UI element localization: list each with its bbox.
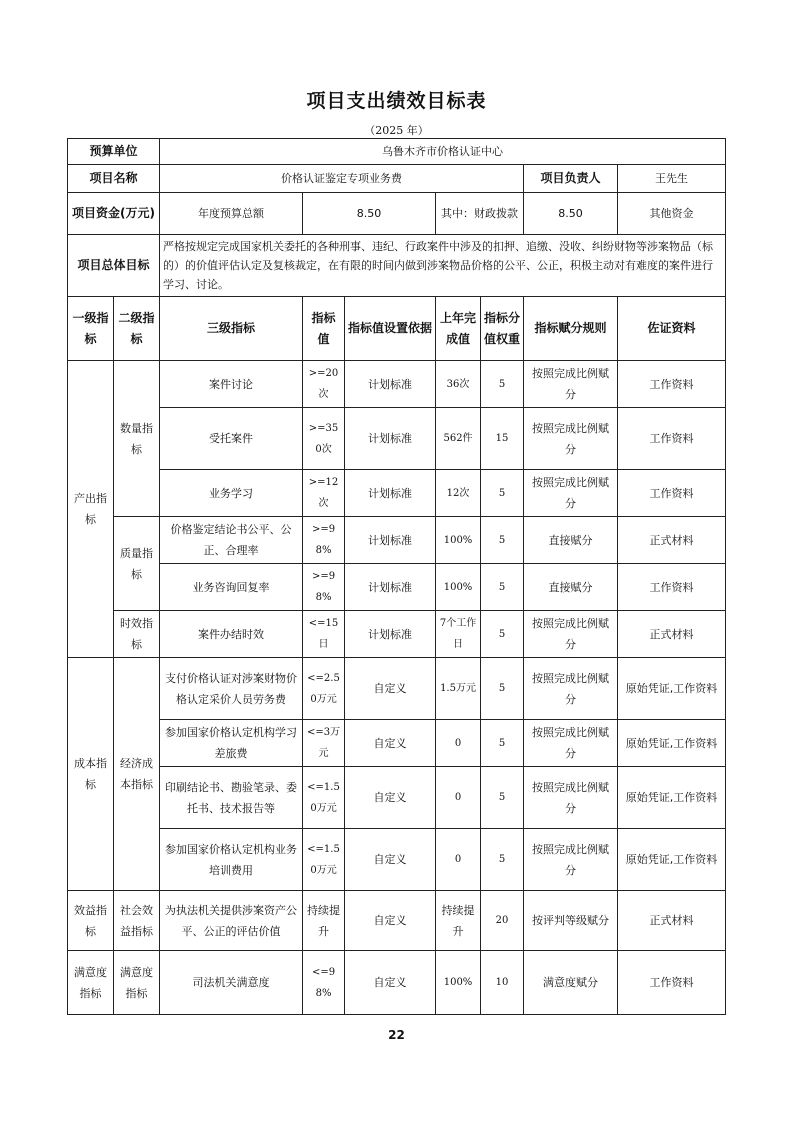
- indicator-last: 36次: [436, 361, 481, 408]
- indicator-weight: 5: [481, 470, 524, 517]
- indicator-rule: 按照完成比例赋分: [524, 658, 618, 720]
- indicator-basis: 自定义: [345, 658, 436, 720]
- header-weight: 指标分值权重: [481, 297, 524, 361]
- indicator-basis: 计划标准: [345, 517, 436, 564]
- indicator-name: 印刷结论书、勘验笔录、委托书、技术报告等: [160, 767, 303, 829]
- indicator-name: 业务学习: [160, 470, 303, 517]
- indicator-evidence: 正式材料: [618, 891, 726, 951]
- indicator-rule: 按照完成比例赋分: [524, 767, 618, 829]
- indicator-weight: 5: [481, 611, 524, 658]
- indicator-name: 支付价格认证对涉案财物价格认定采价人员劳务费: [160, 658, 303, 720]
- indicator-evidence: 工作资料: [618, 951, 726, 1015]
- annual-total-value: 8.50: [303, 193, 436, 235]
- indicator-rule: 按照完成比例赋分: [524, 829, 618, 891]
- indicator-weight: 5: [481, 720, 524, 767]
- indicator-weight: 5: [481, 829, 524, 891]
- project-name-label: 项目名称: [68, 165, 160, 193]
- indicator-weight: 5: [481, 658, 524, 720]
- indicator-basis: 计划标准: [345, 564, 436, 611]
- indicator-last: 0: [436, 829, 481, 891]
- budget-unit-value: 乌鲁木齐市价格认证中心: [160, 139, 726, 165]
- indicator-value: <=15日: [303, 611, 345, 658]
- indicator-evidence: 工作资料: [618, 361, 726, 408]
- indicator-last: 0: [436, 720, 481, 767]
- indicator-value: >=12次: [303, 470, 345, 517]
- header-last-year: 上年完成值: [436, 297, 481, 361]
- indicator-name: 为执法机关提供涉案资产公平、公正的评估价值: [160, 891, 303, 951]
- funds-label: 项目资金(万元): [68, 193, 160, 235]
- group-economic-cost: 经济成本指标: [114, 658, 160, 891]
- fiscal-label: 其中：财政拨款: [436, 193, 524, 235]
- owner-label: 项目负责人: [524, 165, 618, 193]
- indicator-last: 12次: [436, 470, 481, 517]
- indicator-evidence: 原始凭证,工作资料: [618, 658, 726, 720]
- indicator-basis: 计划标准: [345, 611, 436, 658]
- other-funds-label: 其他资金: [618, 193, 726, 235]
- header-level1: 一级指标: [68, 297, 114, 361]
- group-timeliness: 时效指标: [114, 611, 160, 658]
- indicator-value: >=20次: [303, 361, 345, 408]
- indicator-basis: 计划标准: [345, 361, 436, 408]
- indicator-basis: 自定义: [345, 951, 436, 1015]
- indicator-basis: 自定义: [345, 720, 436, 767]
- header-level3: 三级指标: [160, 297, 303, 361]
- project-name-value: 价格认证鉴定专项业务费: [160, 165, 524, 193]
- indicator-value: <=3万元: [303, 720, 345, 767]
- indicator-weight: 20: [481, 891, 524, 951]
- indicator-value: >=98%: [303, 564, 345, 611]
- goal-text: 严格按规定完成国家机关委托的各种刑事、违纪、行政案件中涉及的扣押、追缴、没收、纠纷财物等涉案物品（标的）的价值评估认定及复核裁定，在有限的时间内做到涉案物品价格的公平、公正，积极主动对有难度的案件进行学习、讨论。: [160, 235, 726, 297]
- group-benefit: 效益指标: [68, 891, 114, 951]
- indicator-value: 持续提升: [303, 891, 345, 951]
- indicator-value: <=98%: [303, 951, 345, 1015]
- header-level2: 二级指标: [114, 297, 160, 361]
- indicator-basis: 计划标准: [345, 470, 436, 517]
- indicator-name: 司法机关满意度: [160, 951, 303, 1015]
- group-social-benefit: 社会效益指标: [114, 891, 160, 951]
- indicator-name: 价格鉴定结论书公平、公正、合理率: [160, 517, 303, 564]
- indicator-evidence: 正式材料: [618, 611, 726, 658]
- indicator-last: 0: [436, 767, 481, 829]
- indicator-name: 业务咨询回复率: [160, 564, 303, 611]
- indicator-weight: 5: [481, 361, 524, 408]
- header-rule: 指标赋分规则: [524, 297, 618, 361]
- indicator-evidence: 原始凭证,工作资料: [618, 720, 726, 767]
- indicator-name: 参加国家价格认定机构学习差旅费: [160, 720, 303, 767]
- group-quality: 质量指标: [114, 517, 160, 611]
- budget-unit-label: 预算单位: [68, 139, 160, 165]
- indicator-name: 参加国家价格认定机构业务培训费用: [160, 829, 303, 891]
- indicator-basis: 自定义: [345, 767, 436, 829]
- indicator-rule: 按照完成比例赋分: [524, 611, 618, 658]
- group-cost: 成本指标: [68, 658, 114, 891]
- indicator-weight: 5: [481, 767, 524, 829]
- indicator-evidence: 正式材料: [618, 517, 726, 564]
- annual-total-label: 年度预算总额: [160, 193, 303, 235]
- indicator-evidence: 原始凭证,工作资料: [618, 829, 726, 891]
- header-basis: 指标值设置依据: [345, 297, 436, 361]
- indicator-value: <=1.50万元: [303, 829, 345, 891]
- indicator-rule: 直接赋分: [524, 564, 618, 611]
- indicator-rule: 按照完成比例赋分: [524, 408, 618, 470]
- indicator-rule: 按照完成比例赋分: [524, 361, 618, 408]
- indicator-last: 100%: [436, 564, 481, 611]
- indicator-evidence: 工作资料: [618, 470, 726, 517]
- indicator-rule: 按评判等级赋分: [524, 891, 618, 951]
- page-number: 22: [388, 1028, 405, 1042]
- indicator-rule: 直接赋分: [524, 517, 618, 564]
- indicator-value: >=98%: [303, 517, 345, 564]
- indicator-last: 562件: [436, 408, 481, 470]
- group-output: 产出指标: [68, 361, 114, 658]
- group-satisfaction-sub: 满意度指标: [114, 951, 160, 1015]
- indicator-weight: 5: [481, 517, 524, 564]
- goal-label: 项目总体目标: [68, 235, 160, 297]
- indicator-last: 100%: [436, 951, 481, 1015]
- indicator-basis: 自定义: [345, 891, 436, 951]
- group-satisfaction: 满意度指标: [68, 951, 114, 1015]
- indicator-value: <=2.50万元: [303, 658, 345, 720]
- indicator-basis: 自定义: [345, 829, 436, 891]
- owner-value: 王先生: [618, 165, 726, 193]
- indicator-weight: 10: [481, 951, 524, 1015]
- indicator-evidence: 工作资料: [618, 408, 726, 470]
- indicator-weight: 5: [481, 564, 524, 611]
- indicator-last: 7个工作日: [436, 611, 481, 658]
- performance-table: [67, 138, 726, 1015]
- header-evidence: 佐证资料: [618, 297, 726, 361]
- indicator-basis: 计划标准: [345, 408, 436, 470]
- fiscal-value: 8.50: [524, 193, 618, 235]
- indicator-evidence: 工作资料: [618, 564, 726, 611]
- indicator-last: 1.5万元: [436, 658, 481, 720]
- indicator-name: 案件办结时效: [160, 611, 303, 658]
- indicator-name: 案件讨论: [160, 361, 303, 408]
- indicator-name: 受托案件: [160, 408, 303, 470]
- header-value: 指标值: [303, 297, 345, 361]
- indicator-last: 持续提升: [436, 891, 481, 951]
- indicator-rule: 满意度赋分: [524, 951, 618, 1015]
- indicator-weight: 15: [481, 408, 524, 470]
- page-title: 项目支出绩效目标表: [306, 90, 487, 112]
- indicator-rule: 按照完成比例赋分: [524, 470, 618, 517]
- indicator-value: >=350次: [303, 408, 345, 470]
- year-label: （2025 年）: [364, 124, 429, 137]
- indicator-value: <=1.50万元: [303, 767, 345, 829]
- indicator-last: 100%: [436, 517, 481, 564]
- group-quantity: 数量指标: [114, 361, 160, 517]
- indicator-evidence: 原始凭证,工作资料: [618, 767, 726, 829]
- indicator-rule: 按照完成比例赋分: [524, 720, 618, 767]
